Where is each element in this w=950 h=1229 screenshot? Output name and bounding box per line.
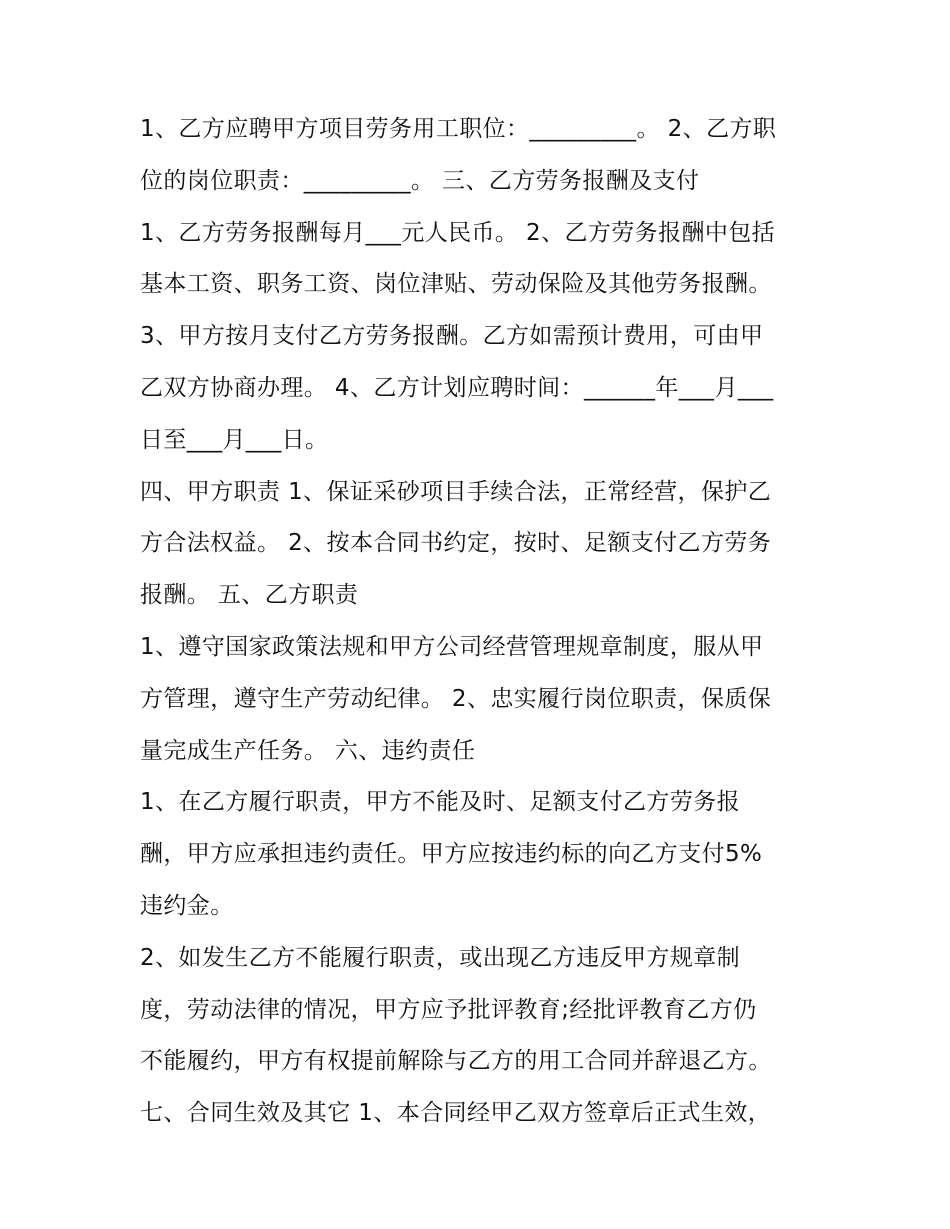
text-line: 3、甲方按月支付乙方劳务报酬。乙方如需预计费用，可由甲 [140,323,764,350]
contract-body-text [140,104,820,1140]
text-line: 方合法权益。 2、按本合同书约定，按时、足额支付乙方劳务 [140,530,772,557]
text-line: 度，劳动法律的情况，甲方应予批评教育;经批评教育乙方仍 [140,996,757,1023]
text-line: 酬，甲方应承担违约责任。甲方应按违约标的向乙方支付5% [140,841,763,868]
text-line: 2、如发生乙方不能履行职责，或出现乙方违反甲方规章制 [140,944,741,971]
text-line: 四、甲方职责 1、保证采砂项目手续合法，正常经营，保护乙 [140,478,772,505]
text-line: 乙双方协商办理。 4、乙方计划应聘时间：______年___月___ [140,374,774,401]
text-line: 1、乙方劳务报酬每月___元人民币。 2、乙方劳务报酬中包括 [140,219,776,246]
text-line: 1、遵守国家政策法规和甲方公司经营管理规章制度，服从甲 [140,633,764,660]
text-line: 七、合同生效及其它 1、本合同经甲乙双方签章后正式生效， [140,1100,772,1127]
text-line: 位的岗位职责：_________。 三、乙方劳务报酬及支付 [140,167,700,194]
text-line: 方管理，遵守生产劳动纪律。 2、忠实履行岗位职责，保质保 [140,685,772,712]
text-line: 日至___月___日。 [140,426,329,453]
text-line: 1、在乙方履行职责，甲方不能及时、足额支付乙方劳务报 [140,789,741,816]
text-line: 违约金。 [140,892,234,919]
text-line: 基本工资、职务工资、岗位津贴、劳动保险及其他劳务报酬。 [140,271,772,298]
text-line: 不能履约，甲方有权提前解除与乙方的用工合同并辞退乙方。 [140,1048,772,1075]
text-line: 报酬。 五、乙方职责 [140,582,359,609]
text-line: 1、乙方应聘甲方项目劳务用工职位：_________。 2、乙方职 [140,116,777,142]
text-line: 量完成生产任务。 六、违约责任 [140,737,476,764]
